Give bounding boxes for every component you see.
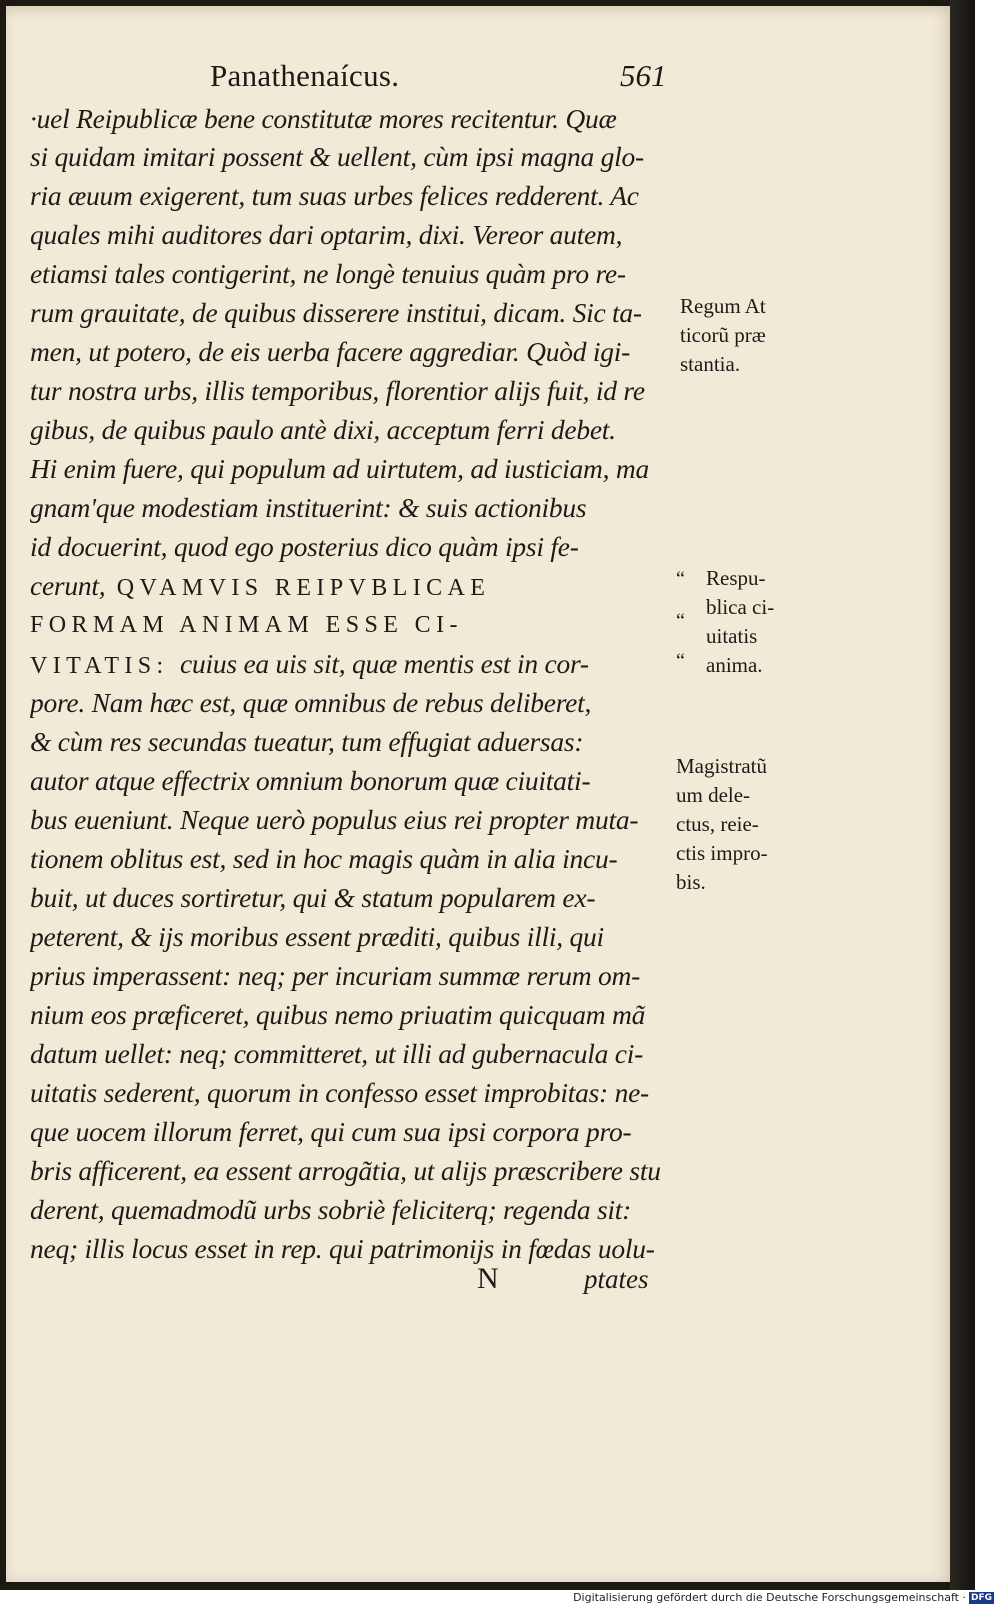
margin-note-line: bis. [676,870,706,894]
text-line: tur nostra urbs, illis temporibus, florentior alijs fuit, id re [30,375,645,406]
text-fragment: cerunt, [30,570,106,601]
quotation-mark: “ [676,568,685,590]
text-line: prius imperassent: neq; per incuriam summæ rerum om- [30,960,641,991]
text-line: pore. Nam hæc est, quæ omnibus de rebus deliberet, [30,687,592,718]
margin-note-line: ctus, reie- [676,812,759,836]
text-line: uitatis sederent, quorum in confesso esset improbitas: ne- [30,1077,649,1108]
dfg-logo-icon: DFG [970,1592,992,1603]
page-number: 561 [620,58,667,93]
margin-note-line: ticorũ præ [680,323,766,347]
margin-note-line: Respu- [706,566,766,590]
margin-note-line: anima. [706,653,763,677]
text-line: derent, quemadmodũ urbs sobriè feliciterq; regenda sit: [30,1194,632,1225]
text-line: autor atque effectrix omnium bonorum quæ ciuitati- [30,765,591,796]
text-line: quales mihi auditores dari optarim, dixi. Vereor autem, [30,219,623,250]
margin-note-line: stantia. [680,352,741,376]
text-line: datum uellet: neq; committeret, ut illi ad gubernacula ci- [30,1038,644,1069]
text-line: bus eueniunt. Neque uerò populus eius rei propter muta- [30,804,639,835]
text-line-caps: FORMAM ANIMAM ESSE CI- [30,612,463,638]
quotation-mark: “ [676,610,685,632]
text-line: id docuerint, quod ego posterius dico quàm ipsi fe- [30,531,579,562]
text-fragment: cuius ea uis sit, quæ mentis est in cor- [180,648,589,679]
signature-mark: N [477,1262,499,1295]
text-line: ria æuum exigerent, tum suas urbes felices redderent. Ac [30,180,639,211]
text-line: buit, ut duces sortiretur, qui & statum popularem ex- [30,882,596,913]
margin-note-line: Regum At [680,294,766,318]
text-fragment-caps: VITATIS: [30,653,169,679]
catchword: ptates [584,1264,649,1294]
text-line: Hi enim fuere, qui populum ad uirtutem, ad iusticiam, ma [30,453,649,484]
text-line: rum grauitate, de quibus disserere institui, dicam. Sic ta- [30,297,642,328]
text-line: tionem oblitus est, sed in hoc magis quàm in alia incu- [30,843,618,874]
text-fragment-caps: QVAMVIS REIPVBLICAE [116,575,491,601]
running-title: Panathenaícus. [210,58,400,93]
text-line: peterent, & ijs moribus essent præditi, quibus illi, qui [30,921,604,952]
text-line: bris afficerent, ea essent arrogãtia, ut alijs præscribere stu [30,1155,661,1186]
margin-note-line: ctis impro- [676,841,768,865]
digitization-credit [573,1591,994,1604]
text-line: & cùm res secundas tueatur, tum effugiat aduersas: [30,726,584,757]
text-line: ·uel Reipublicæ bene constitutæ mores recitentur. Quæ [30,103,617,134]
text-line: nium eos præficeret, quibus nemo priuatim quicquam mã [30,999,646,1030]
quotation-mark: “ [676,650,685,672]
margin-note-line: um dele- [676,783,751,807]
page-edge-shadow [950,0,975,1590]
text-line: que uocem illorum ferret, qui cum sua ipsi corpora pro- [30,1116,632,1147]
text-line-caps [30,567,670,605]
margin-note-line: Magistratũ [676,754,767,778]
text-line: etiamsi tales contigerint, ne longè tenuius quàm pro re- [30,258,626,289]
text-line: gibus, de quibus paulo antè dixi, acceptum ferri debet. [30,414,616,445]
credit-text: Digitalisierung gefördert durch die Deutsche Forschungsgemeinschaft · [573,1591,966,1604]
text-line: si quidam imitari possent & uellent, cùm ipsi magna glo- [30,141,644,172]
text-line: men, ut potero, de eis uerba facere aggrediar. Quòd igi- [30,336,631,367]
margin-note-line: blica ci- [706,595,775,619]
text-line: neq; illis locus esset in rep. qui patrimonijs in fœdas uolu- [30,1233,655,1264]
margin-note-line: uitatis [706,624,758,648]
text-line: gnam'que modestiam instituerint: & suis actionibus [30,492,587,523]
text-line-caps [30,645,670,683]
